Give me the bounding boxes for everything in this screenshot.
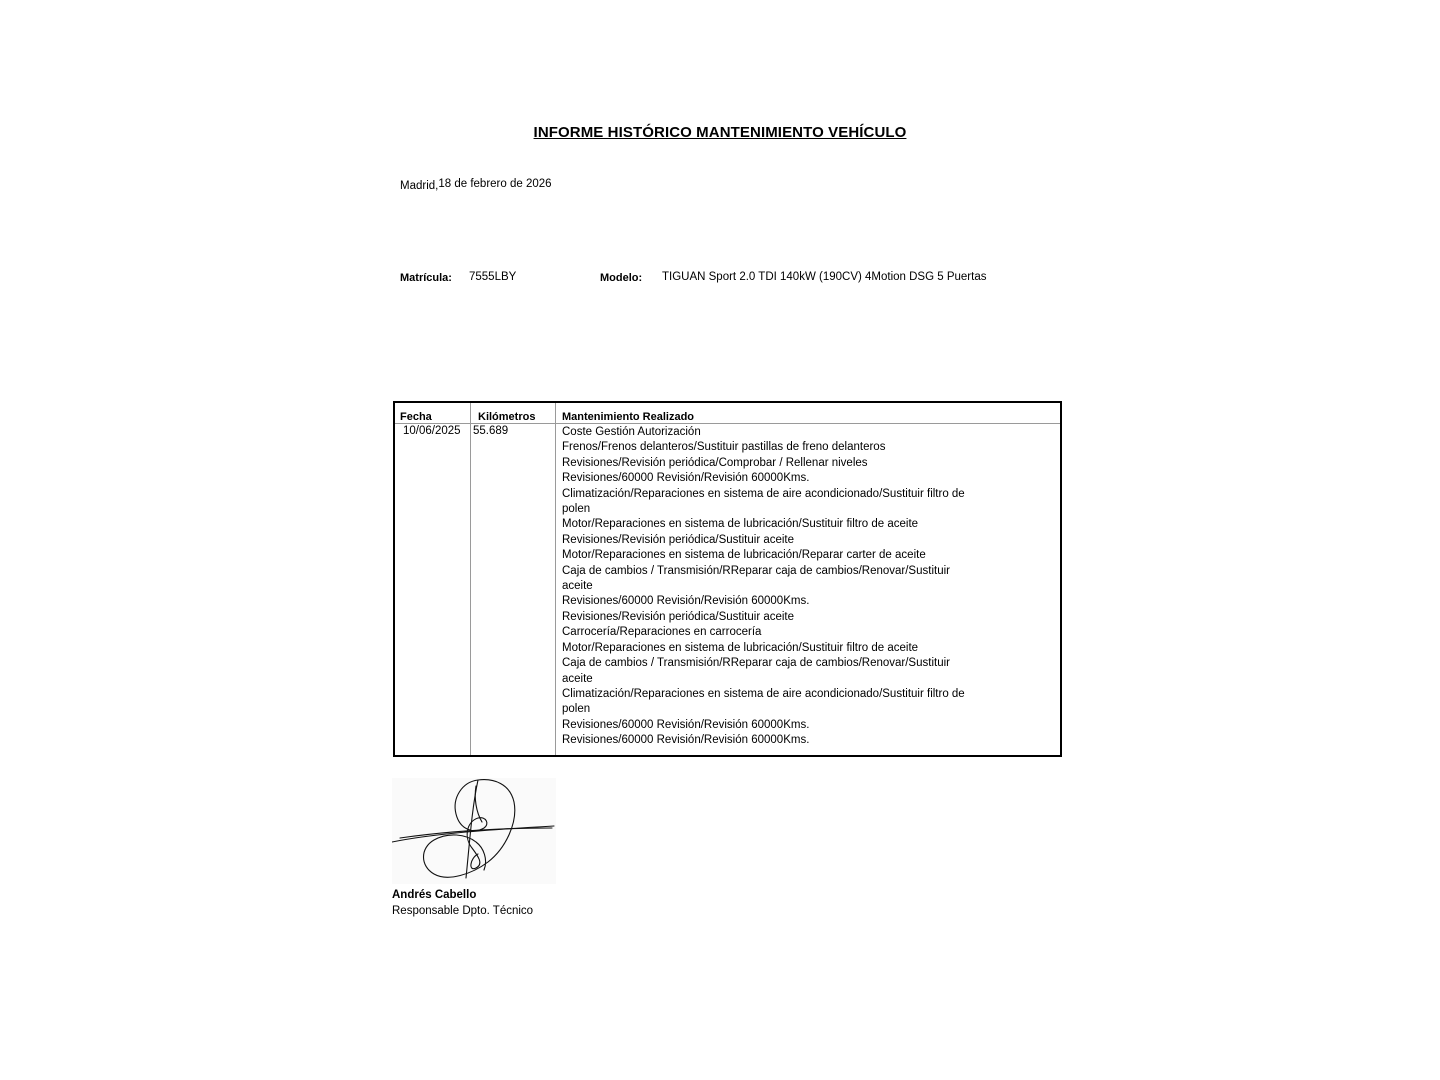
city-label: Madrid, (400, 180, 439, 192)
plate-value: 7555LBY (469, 271, 517, 283)
maintenance-item: Revisiones/60000 Revisión/Revisión 60000Kms. (562, 472, 810, 485)
column-separator (555, 403, 556, 755)
maintenance-item: Caja de cambios / Transmisión/RReparar caja de cambios/Renovar/Sustituir (562, 564, 950, 577)
maintenance-item: Climatización/Reparaciones en sistema de aire acondicionado/Sustituir filtro de (562, 687, 965, 700)
signer-name: Andrés Cabello (392, 889, 477, 901)
row-date: 10/06/2025 (403, 425, 461, 437)
maintenance-item: Revisiones/60000 Revisión/Revisión 60000Kms. (562, 718, 810, 731)
maintenance-item: Revisiones/Revisión periódica/Sustituir aceite (562, 610, 795, 623)
maintenance-item: polen (562, 703, 591, 716)
row-km: 55.689 (473, 425, 509, 437)
maintenance-item: Caja de cambios / Transmisión/RReparar caja de cambios/Renovar/Sustituir (562, 657, 950, 670)
column-separator (470, 403, 471, 755)
plate-label: Matrícula: (400, 272, 452, 284)
date-line (400, 178, 552, 190)
model-label: Modelo: (600, 272, 643, 284)
report-date: 18 de febrero de 2026 (438, 178, 552, 190)
maintenance-item: Revisiones/60000 Revisión/Revisión 60000Kms. (562, 734, 810, 747)
header-km: Kilómetros (478, 411, 536, 423)
report-title: INFORME HISTÓRICO MANTENIMIENTO VEHÍCULO (533, 124, 907, 141)
header-separator (395, 423, 1060, 424)
maintenance-item: aceite (562, 672, 593, 685)
maintenance-item: Motor/Reparaciones en sistema de lubricación/Sustituir filtro de aceite (562, 641, 919, 654)
maintenance-item: Coste Gestión Autorización (562, 426, 701, 438)
maintenance-item: Revisiones/Revisión periódica/Comprobar / Rellenar niveles (562, 456, 868, 469)
maintenance-item: Revisiones/60000 Revisión/Revisión 60000Kms. (562, 595, 810, 608)
maintenance-item: Revisiones/Revisión periódica/Sustituir aceite (562, 533, 795, 546)
maintenance-table (393, 401, 1062, 757)
signature (392, 778, 556, 884)
maintenance-list (562, 425, 982, 749)
header-date: Fecha (400, 411, 432, 423)
maintenance-item: Motor/Reparaciones en sistema de lubricación/Sustituir filtro de aceite (562, 518, 919, 531)
header-maintenance: Mantenimiento Realizado (562, 411, 695, 423)
maintenance-item: Carrocería/Reparaciones en carrocería (562, 626, 762, 639)
maintenance-item: Climatización/Reparaciones en sistema de aire acondicionado/Sustituir filtro de (562, 487, 965, 500)
signer-role: Responsable Dpto. Técnico (392, 905, 534, 917)
maintenance-item: Motor/Reparaciones en sistema de lubricación/Reparar carter de aceite (562, 549, 926, 562)
maintenance-item: aceite (562, 580, 593, 593)
maintenance-item: Frenos/Frenos delanteros/Sustituir pastillas de freno delanteros (562, 441, 886, 454)
model-value: TIGUAN Sport 2.0 TDI 140kW (190CV) 4Motion DSG 5 Puertas (662, 271, 987, 283)
maintenance-item: polen (562, 503, 591, 516)
